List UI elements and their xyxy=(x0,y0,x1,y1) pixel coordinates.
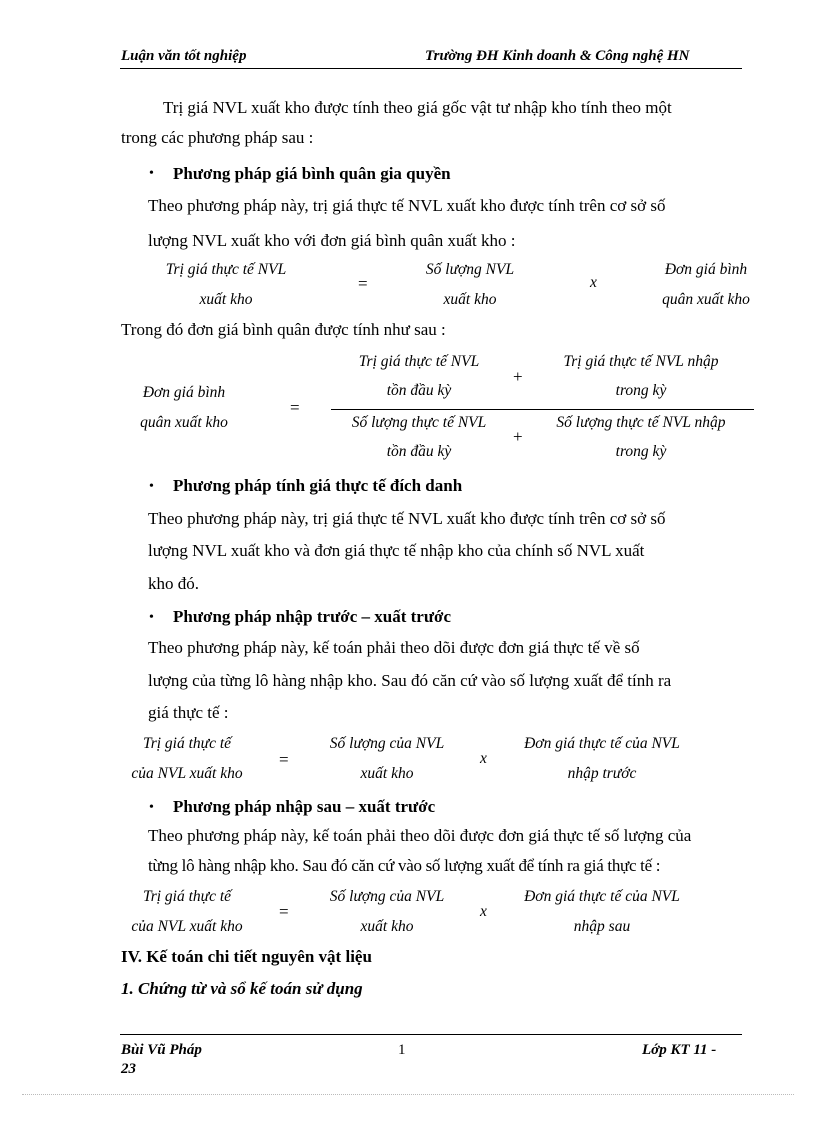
subheading-1: 1. Chứng từ và sổ kế toán sử dụng xyxy=(121,979,363,998)
intro-line-2: trong các phương pháp sau : xyxy=(121,128,314,147)
formula2-den1-a: Số lượng thực tế NVL xyxy=(351,414,487,431)
section-1-line-1: Theo phương pháp này, trị giá thực tế NVL xuất kho được tính trên cơ sở số xyxy=(148,196,666,215)
formula1-c2: quân xuất kho xyxy=(662,291,750,308)
bullet-3: • xyxy=(149,610,154,625)
section-2-line-3: kho đó. xyxy=(148,574,199,593)
formula4-a1: Trị giá thực tế xyxy=(142,888,232,905)
heading-iv: IV. Kế toán chi tiết nguyên vật liệu xyxy=(121,947,372,966)
page-number: 1 xyxy=(398,1042,406,1058)
formula1-b2: xuất kho xyxy=(443,291,497,308)
formula2-num1-b: tồn đầu kỳ xyxy=(386,382,452,399)
formula4-equals: = xyxy=(279,902,289,921)
formula1-times: x xyxy=(590,274,597,291)
formula3-a2: của NVL xuất kho xyxy=(131,765,243,782)
formula2-equals: = xyxy=(290,398,300,417)
section-2-title: Phương pháp tính giá thực tế đích danh xyxy=(173,476,463,495)
bullet-2: • xyxy=(149,479,154,494)
intro-line-1: Trị giá NVL xuất kho được tính theo giá gốc vật tư nhập kho tính theo một xyxy=(163,98,672,117)
formula4-c1: Đơn giá thực tế của NVL xyxy=(524,888,680,905)
formula3-c1: Đơn giá thực tế của NVL xyxy=(524,735,680,752)
page-bottom-divider xyxy=(22,1094,794,1095)
formula2-den1-b: tồn đầu kỳ xyxy=(386,443,452,460)
header-left: Luận văn tốt nghiệp xyxy=(121,48,247,64)
section-4-line-2: từng lô hàng nhập kho. Sau đó căn cứ vào số lượng xuất để tính ra giá thực tế : xyxy=(148,856,661,875)
formula2-den2-a: Số lượng thực tế NVL nhập xyxy=(556,414,726,431)
section-4-line-1: Theo phương pháp này, kế toán phải theo dõi được đơn giá thực tế số lượng của xyxy=(148,826,692,845)
bullet-1: • xyxy=(149,166,154,181)
formula1-a1: Trị giá thực tế NVL xyxy=(165,261,287,278)
section-1-title: Phương pháp giá bình quân gia quyền xyxy=(173,164,451,183)
footer-class: Lớp KT 11 - xyxy=(642,1042,717,1058)
formula1-equals: = xyxy=(358,274,368,293)
section-2-line-1: Theo phương pháp này, trị giá thực tế NVL xuất kho được tính trên cơ sở số xyxy=(148,509,666,528)
section-4-title: Phương pháp nhập sau – xuất trước xyxy=(173,797,436,816)
bullet-4: • xyxy=(149,800,154,815)
section-3-title: Phương pháp nhập trước – xuất trước xyxy=(173,607,451,626)
formula4-b1: Số lượng của NVL xyxy=(329,888,445,905)
footer-author: Bùi Vũ Pháp xyxy=(121,1042,202,1058)
formula2-num2-a: Trị giá thực tế NVL nhập xyxy=(563,353,719,370)
formula1-b1: Số lượng NVL xyxy=(425,261,515,278)
formula2-num1-a: Trị giá thực tế NVL xyxy=(358,353,480,370)
formula2-intro: Trong đó đơn giá bình quân được tính như sau : xyxy=(121,320,446,339)
formula2-lhs-1: Đơn giá bình xyxy=(142,384,226,401)
formula4-b2: xuất kho xyxy=(360,918,414,935)
formula2-num2-b: trong kỳ xyxy=(615,382,667,399)
formula2-den2-b: trong kỳ xyxy=(615,443,667,460)
formula1-a2: xuất kho xyxy=(199,291,253,308)
formula2-lhs-2: quân xuất kho xyxy=(140,414,228,431)
section-2-line-2: lượng NVL xuất kho và đơn giá thực tế nhập kho của chính số NVL xuất xyxy=(148,541,645,560)
section-3-line-3: giá thực tế : xyxy=(148,703,229,722)
formula4-c2: nhập sau xyxy=(573,918,631,935)
header-rule xyxy=(120,68,742,69)
formula3-b2: xuất kho xyxy=(360,765,414,782)
section-3-line-1: Theo phương pháp này, kế toán phải theo dõi được đơn giá thực tế về số xyxy=(148,638,640,657)
formula2-plus-2: + xyxy=(513,427,523,446)
formula3-a1: Trị giá thực tế xyxy=(142,735,232,752)
formula3-times: x xyxy=(480,750,487,767)
footer-rule xyxy=(120,1034,742,1035)
formula3-equals: = xyxy=(279,750,289,769)
formula2-plus-1: + xyxy=(513,367,523,386)
footer-author-cont: 23 xyxy=(121,1061,136,1077)
fraction-bar xyxy=(331,409,754,410)
header-right: Trường ĐH Kinh doanh & Công nghệ HN xyxy=(425,48,690,64)
formula4-a2: của NVL xuất kho xyxy=(131,918,243,935)
formula3-b1: Số lượng của NVL xyxy=(329,735,445,752)
formula1-c1: Đơn giá bình xyxy=(664,261,748,278)
section-1-line-2: lượng NVL xuất kho với đơn giá bình quân xuất kho : xyxy=(148,231,516,250)
section-3-line-2: lượng của từng lô hàng nhập kho. Sau đó căn cứ vào số lượng xuất để tính ra xyxy=(148,671,672,690)
formula4-times: x xyxy=(480,903,487,920)
formula3-c2: nhập trước xyxy=(567,765,637,782)
